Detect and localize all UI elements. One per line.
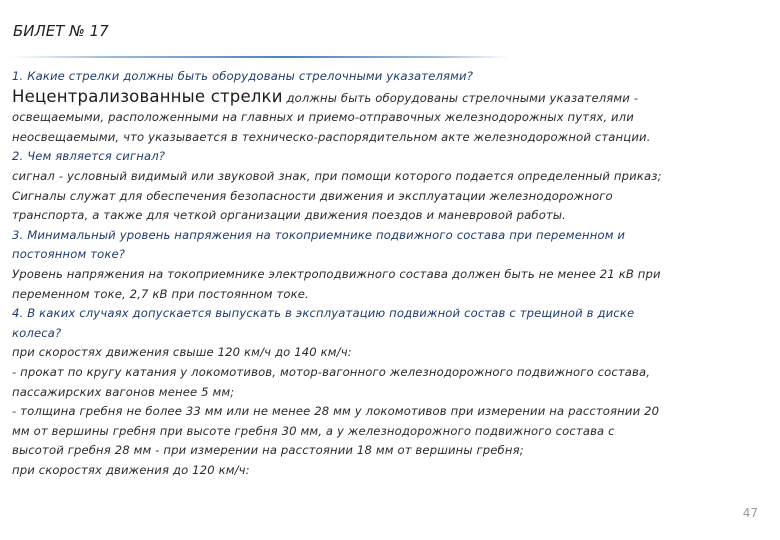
question-3-line-1: 3. Минимальный уровень напряжения на токоприемнике подвижного состава при переменном и — [12, 227, 626, 242]
answer-4-line-3: пассажирских вагонов менее 5 мм; — [12, 384, 235, 399]
ticket-body — [12, 67, 774, 480]
question-2: 2. Чем является сигнал? — [12, 149, 166, 164]
answer-4-line-2: - прокат по кругу катания у локомотивов, мотор-вагонного железнодорожного подвижного состава, — [12, 364, 651, 379]
answer-2-line-1: сигнал - условный видимый или звуковой знак, при помощи которого подается определенный приказ; — [12, 168, 662, 183]
answer-1-emphasis: Нецентрализованные стрелки — [12, 86, 283, 106]
answer-4-line-5: мм от вершины гребня при высоте гребня 30 мм, а у железнодорожного подвижного состава с — [12, 423, 615, 438]
question-4-line-1: 4. В каких случаях допускается выпускать в эксплуатацию подвижной состав с трещиной в диске — [12, 306, 635, 321]
answer-4-line-4: - толщина гребня не более 33 мм или не менее 28 мм у локомотивов при измерении на расстоянии 20 — [12, 404, 660, 419]
answer-3-line-2: переменном токе, 2,7 кВ при постоянном токе. — [12, 286, 309, 301]
answer-1-line-3: неосвещаемыми, что указывается в техническо-распорядительном акте железнодорожной станции. — [12, 129, 651, 144]
answer-1-line-1 — [12, 87, 774, 109]
ticket-title: БИЛЕТ № 17 — [13, 22, 109, 40]
title-divider — [10, 56, 510, 58]
answer-1-rest: должны быть оборудованы стрелочными указателями - — [282, 90, 639, 105]
answer-4-line-7: при скоростях движения до 120 км/ч: — [12, 462, 250, 477]
answer-2-line-2: Сигналы служат для обеспечения безопасности движения и эксплуатации железнодорожного — [12, 188, 613, 203]
question-4-line-2: колеса? — [12, 325, 62, 340]
answer-1-line-2: освещаемыми, расположенными на главных и приемо-отправочных железнодорожных путях, или — [12, 110, 634, 125]
answer-4-line-1: при скоростях движения свыше 120 км/ч до 140 км/ч: — [12, 345, 352, 360]
question-1: 1. Какие стрелки должны быть оборудованы стрелочными указателями? — [12, 69, 474, 83]
answer-2-line-3: транспорта, а также для четкой организации движения поездов и маневровой работы. — [12, 208, 567, 223]
question-3-line-2: постоянном токе? — [12, 247, 126, 262]
page-number: 47 — [742, 506, 758, 520]
answer-3-line-1: Уровень напряжения на токоприемнике электроподвижного состава должен быть не менее 21 кВ при — [12, 266, 661, 281]
answer-4-line-6: высотой гребня 28 мм - при измерении на расстоянии 18 мм от вершины гребня; — [12, 443, 524, 458]
